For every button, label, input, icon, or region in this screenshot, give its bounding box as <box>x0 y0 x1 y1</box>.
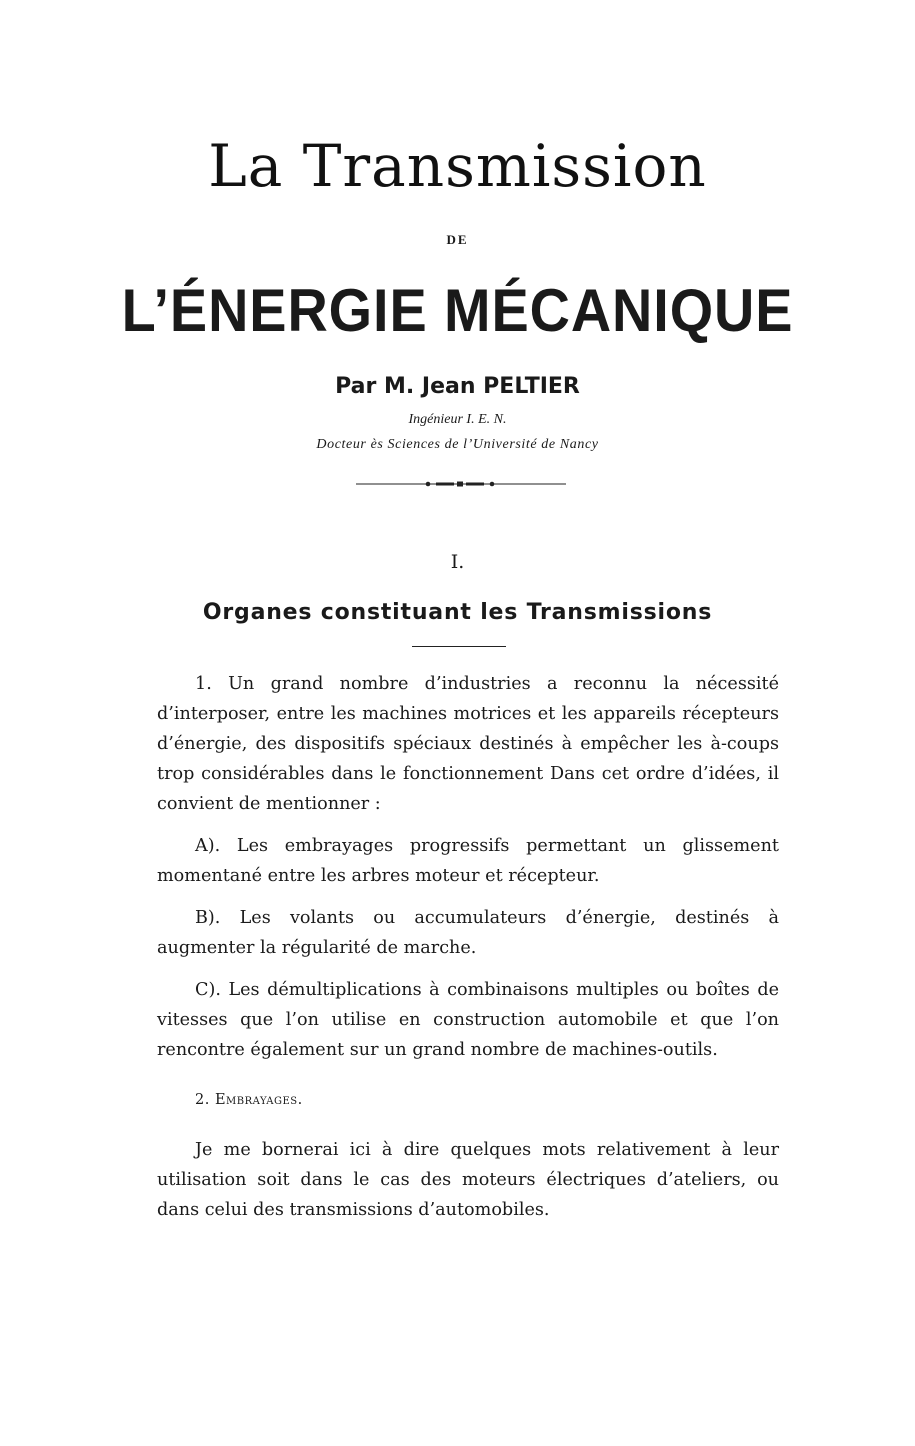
author-line: Par M. Jean PELTIER <box>335 374 580 399</box>
body-text <box>157 669 779 1225</box>
author-credential-doctorate: Docteur ès Sciences de l’Université de Nancy <box>316 437 599 452</box>
document-title: La Transmission <box>208 132 707 200</box>
author-credential-engineer: Ingénieur I. E. N. <box>408 412 507 427</box>
ornament-divider <box>356 478 566 490</box>
subheading-embrayages <box>157 1085 779 1115</box>
title-connector: DE <box>446 232 469 247</box>
section-underline <box>412 646 506 647</box>
section-number: I. <box>450 551 465 573</box>
paragraph-a: A). Les embrayages progressifs permettant un glissement momentané entre les arbres moteur et récepteur. <box>157 836 779 886</box>
paragraph-1: 1. Un grand nombre d’industries a reconnu la nécessité d’interposer, entre les machines motrices et les appareils récepteurs d’énergie, des dispositifs spéciaux destinés à empêcher les à-coups trop considérables dans le fonctionnement Dans cet ordre d’idées, il convient de mentionner : <box>157 674 779 814</box>
paragraph-c: C). Les démultiplications à combinaisons multiples ou boîtes de vitesses que l’on utilise en construction automobile et que l’on rencontre également sur un grand nombre de machines-outils. <box>157 980 779 1060</box>
paragraph-b: B). Les volants ou accumulateurs d’énergie, destinés à augmenter la régularité de marche. <box>157 908 779 958</box>
section-title: Organes constituant les Transmissions <box>202 600 713 625</box>
paragraph-2: Je me bornerai ici à dire quelques mots relativement à leur utilisation soit dans le cas des moteurs électriques d’ateliers, ou dans celui des transmissions d’automobiles. <box>157 1140 779 1220</box>
subheading-text: Embrayages. <box>214 1092 303 1108</box>
document-subject: L’ÉNERGIE MÉCANIQUE <box>121 277 794 344</box>
subheading-number: 2. <box>195 1092 210 1108</box>
